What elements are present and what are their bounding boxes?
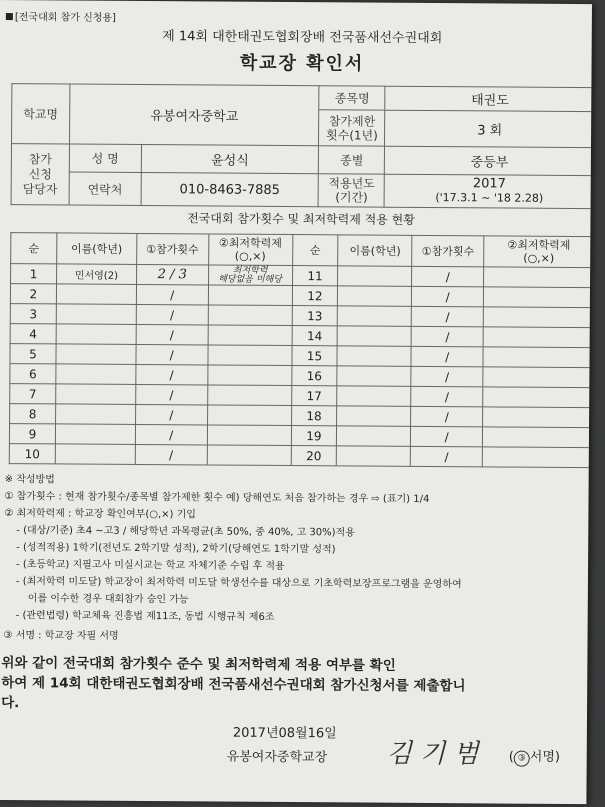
row-count-right: / bbox=[412, 286, 484, 307]
row-number: 8 bbox=[10, 404, 56, 424]
row-grade bbox=[208, 345, 292, 366]
row-count: / bbox=[135, 424, 207, 445]
row-grade bbox=[208, 305, 292, 326]
row-count-right: / bbox=[411, 326, 483, 347]
section-title: 전국대회 참가횟수 및 최저학력제 적용 현황 bbox=[187, 211, 415, 227]
row-name bbox=[56, 344, 136, 365]
circled-number-icon: ③ bbox=[514, 751, 530, 767]
header-name: 이름(학년) bbox=[57, 233, 137, 265]
contact-value: 010-8463-7885 bbox=[141, 172, 319, 206]
row-grade-right bbox=[483, 387, 592, 408]
row-number: 9 bbox=[9, 424, 55, 444]
note-2: ② 최저학력제 : 학교장 확인여부(○,×) 기입 bbox=[4, 508, 197, 521]
row-number-right: 14 bbox=[292, 326, 338, 346]
confirmation-line-1: 위와 같이 전국대회 참가횟수 준수 및 최저학력제 적용 여부를 확인 bbox=[1, 655, 396, 674]
school-value: 유봉여자중학교 bbox=[69, 84, 319, 146]
row-count: / bbox=[136, 284, 208, 305]
row-name: 민서영(2) bbox=[56, 264, 136, 285]
header-count-right: ①참가횟수 bbox=[412, 235, 484, 267]
category-value: 중등부 bbox=[385, 146, 592, 175]
school-label: 학교명 bbox=[11, 84, 69, 144]
row-count-right: / bbox=[411, 406, 483, 427]
note-2c: - (초등학교) 지필고사 미실시교는 학교 자체기준 수립 후 적용 bbox=[16, 559, 285, 573]
table-row bbox=[9, 444, 592, 468]
row-name bbox=[55, 404, 135, 425]
row-number: 2 bbox=[10, 284, 56, 304]
row-count: / bbox=[135, 384, 207, 405]
page-title: 학교장 확인서 bbox=[239, 52, 365, 75]
note-2d: - (최저학력 미도달) 학교장이 최저학력 미도달 학생선수를 대상으로 기초학력보장프로그램을 운영하여 bbox=[15, 576, 462, 591]
row-number: 1 bbox=[11, 264, 57, 284]
row-name bbox=[56, 364, 136, 385]
row-count: / bbox=[136, 344, 208, 365]
row-grade-right bbox=[484, 267, 592, 288]
row-count: / bbox=[136, 304, 208, 325]
row-grade bbox=[207, 425, 291, 446]
year-label: 적용년도 (기간) bbox=[319, 174, 385, 207]
row-name-right bbox=[337, 386, 411, 407]
confirmation-line-2: 하여 제 14회 대한태권도협회장배 전국품새선수권대회 참가신청서를 제출합니 bbox=[1, 675, 466, 695]
table-header-row bbox=[11, 233, 592, 268]
row-count: / bbox=[136, 324, 208, 345]
note-2d-cont: 이를 이수한 경우 대회참가 승인 가능 bbox=[27, 593, 189, 606]
row-grade bbox=[207, 445, 291, 466]
row-number: 3 bbox=[10, 304, 56, 324]
header-grade-right: ②최저학력제 (○,×) bbox=[484, 236, 592, 268]
note-2b: - (성적적용) 1학기(전년도 2학기말 성적), 2학기(당해연도 1학기말 성적) bbox=[16, 542, 336, 556]
row-number: 6 bbox=[10, 364, 56, 384]
row-number: 10 bbox=[9, 444, 55, 464]
form-tag-text: [전국대회 참가 신청용] bbox=[14, 12, 117, 24]
header-no: 순 bbox=[11, 233, 57, 264]
row-name-right bbox=[337, 366, 411, 387]
document-date: 2017년08월16일 bbox=[232, 725, 337, 742]
limit-value: 3 회 bbox=[385, 110, 592, 147]
row-name bbox=[55, 424, 135, 445]
row-grade bbox=[207, 405, 291, 426]
row-count-right: / bbox=[411, 386, 483, 407]
seal-area: ( ③ 서명) bbox=[508, 749, 561, 765]
row-count-right: / bbox=[411, 366, 483, 387]
row-grade bbox=[207, 385, 291, 406]
row-grade bbox=[208, 285, 292, 306]
row-name-right bbox=[338, 266, 412, 287]
row-number-right: 13 bbox=[292, 306, 338, 326]
row-grade-right bbox=[483, 407, 592, 428]
row-name bbox=[56, 324, 136, 345]
header-name-right: 이름(학년) bbox=[338, 235, 412, 267]
row-count: / bbox=[135, 444, 207, 465]
row-name-right bbox=[337, 426, 411, 447]
row-name-right bbox=[338, 306, 412, 327]
handwritten-count: 2 / 3 bbox=[136, 264, 208, 285]
row-grade-right bbox=[483, 307, 592, 328]
header-grade: ②최저학력제 (○,×) bbox=[208, 234, 292, 266]
row-number: 4 bbox=[10, 324, 56, 344]
row-name-right bbox=[337, 446, 411, 467]
handwritten-signature: 김 기 범 bbox=[386, 738, 479, 770]
row-name bbox=[55, 444, 135, 465]
row-number-right: 17 bbox=[291, 386, 337, 406]
row-name-right bbox=[338, 286, 412, 307]
event-value: 태권도 bbox=[385, 86, 592, 111]
note-2e: - (관련법령) 학교체육 진흥법 제11조, 동법 시행규칙 제6조 bbox=[15, 610, 275, 623]
seal-text: 서명) bbox=[529, 749, 561, 765]
name-label: 성 명 bbox=[69, 144, 141, 173]
row-name bbox=[56, 384, 136, 405]
row-grade-right bbox=[483, 427, 592, 448]
handwritten-grade-note: 최저학력 해당없음 미해당 bbox=[208, 265, 292, 286]
instructions bbox=[4, 471, 592, 648]
row-grade-right bbox=[484, 287, 592, 308]
row-count: / bbox=[135, 404, 207, 425]
note-1: ① 참가횟수 : 현재 참가횟수/종목별 참가제한 횟수 예) 당해연도 처음 참가하는 경우 ⇨ (표기) 1/4 bbox=[4, 491, 430, 506]
year-cell bbox=[384, 174, 592, 208]
table-body bbox=[9, 264, 592, 468]
note-2a: - (대상/기준) 초4 ~고3 / 해당학년 과목평균(초 50%, 중 40%, 고 30%)적용 bbox=[16, 525, 355, 539]
row-number-right: 19 bbox=[291, 426, 337, 446]
row-number: 5 bbox=[10, 344, 56, 364]
participation-table bbox=[9, 232, 592, 468]
row-grade-right bbox=[483, 327, 592, 348]
info-table bbox=[11, 83, 592, 209]
row-grade-right bbox=[482, 447, 592, 468]
row-count-right: / bbox=[411, 446, 483, 467]
subtitle: 제 14회 대한태권도협회장배 전국품새선수권대회 bbox=[162, 29, 443, 47]
header-no-right: 순 bbox=[292, 235, 338, 266]
row-name-right bbox=[337, 406, 411, 427]
row-grade bbox=[207, 365, 291, 386]
row-number-right: 11 bbox=[292, 266, 338, 286]
row-name-right bbox=[337, 346, 411, 367]
notes-title: ※ 작성방법 bbox=[4, 474, 55, 486]
contact-label: 연락처 bbox=[69, 172, 141, 206]
row-grade bbox=[208, 325, 292, 346]
row-count-right: / bbox=[411, 426, 483, 447]
row-name bbox=[56, 284, 136, 305]
row-number-right: 16 bbox=[291, 366, 337, 386]
confirmation-line-3: 다. bbox=[1, 695, 20, 712]
row-number-right: 20 bbox=[291, 446, 337, 466]
row-name bbox=[56, 304, 136, 325]
row-count-right: / bbox=[411, 346, 483, 367]
row-grade-right bbox=[483, 367, 592, 388]
event-label: 종목명 bbox=[319, 86, 385, 110]
row-number-right: 18 bbox=[291, 406, 337, 426]
name-value: 윤성식 bbox=[141, 144, 319, 173]
row-number-right: 15 bbox=[291, 346, 337, 366]
limit-label: 참가제한 횟수(1년) bbox=[319, 110, 385, 146]
note-3: ③ 서명 : 학교장 자필 서명 bbox=[3, 630, 119, 642]
row-count-right: / bbox=[412, 306, 484, 327]
principal-title: 유봉여자중학교장 bbox=[226, 749, 328, 766]
row-name-right bbox=[338, 326, 412, 347]
category-label: 종별 bbox=[319, 146, 385, 174]
row-count: / bbox=[136, 364, 208, 385]
square-bullet-icon bbox=[6, 13, 13, 20]
form-tag bbox=[6, 8, 116, 24]
confirmation-text bbox=[1, 653, 592, 717]
header-count: ①참가횟수 bbox=[136, 233, 208, 265]
row-count-right: / bbox=[412, 266, 484, 287]
year-value: 2017 bbox=[472, 176, 506, 192]
row-number: 7 bbox=[10, 384, 56, 404]
year-range: ('17.3.1 ~ '18 2.28) bbox=[435, 191, 544, 205]
row-grade-right bbox=[483, 347, 592, 368]
manager-label: 참가 신청 담당자 bbox=[11, 144, 69, 205]
row-number-right: 12 bbox=[292, 286, 338, 306]
